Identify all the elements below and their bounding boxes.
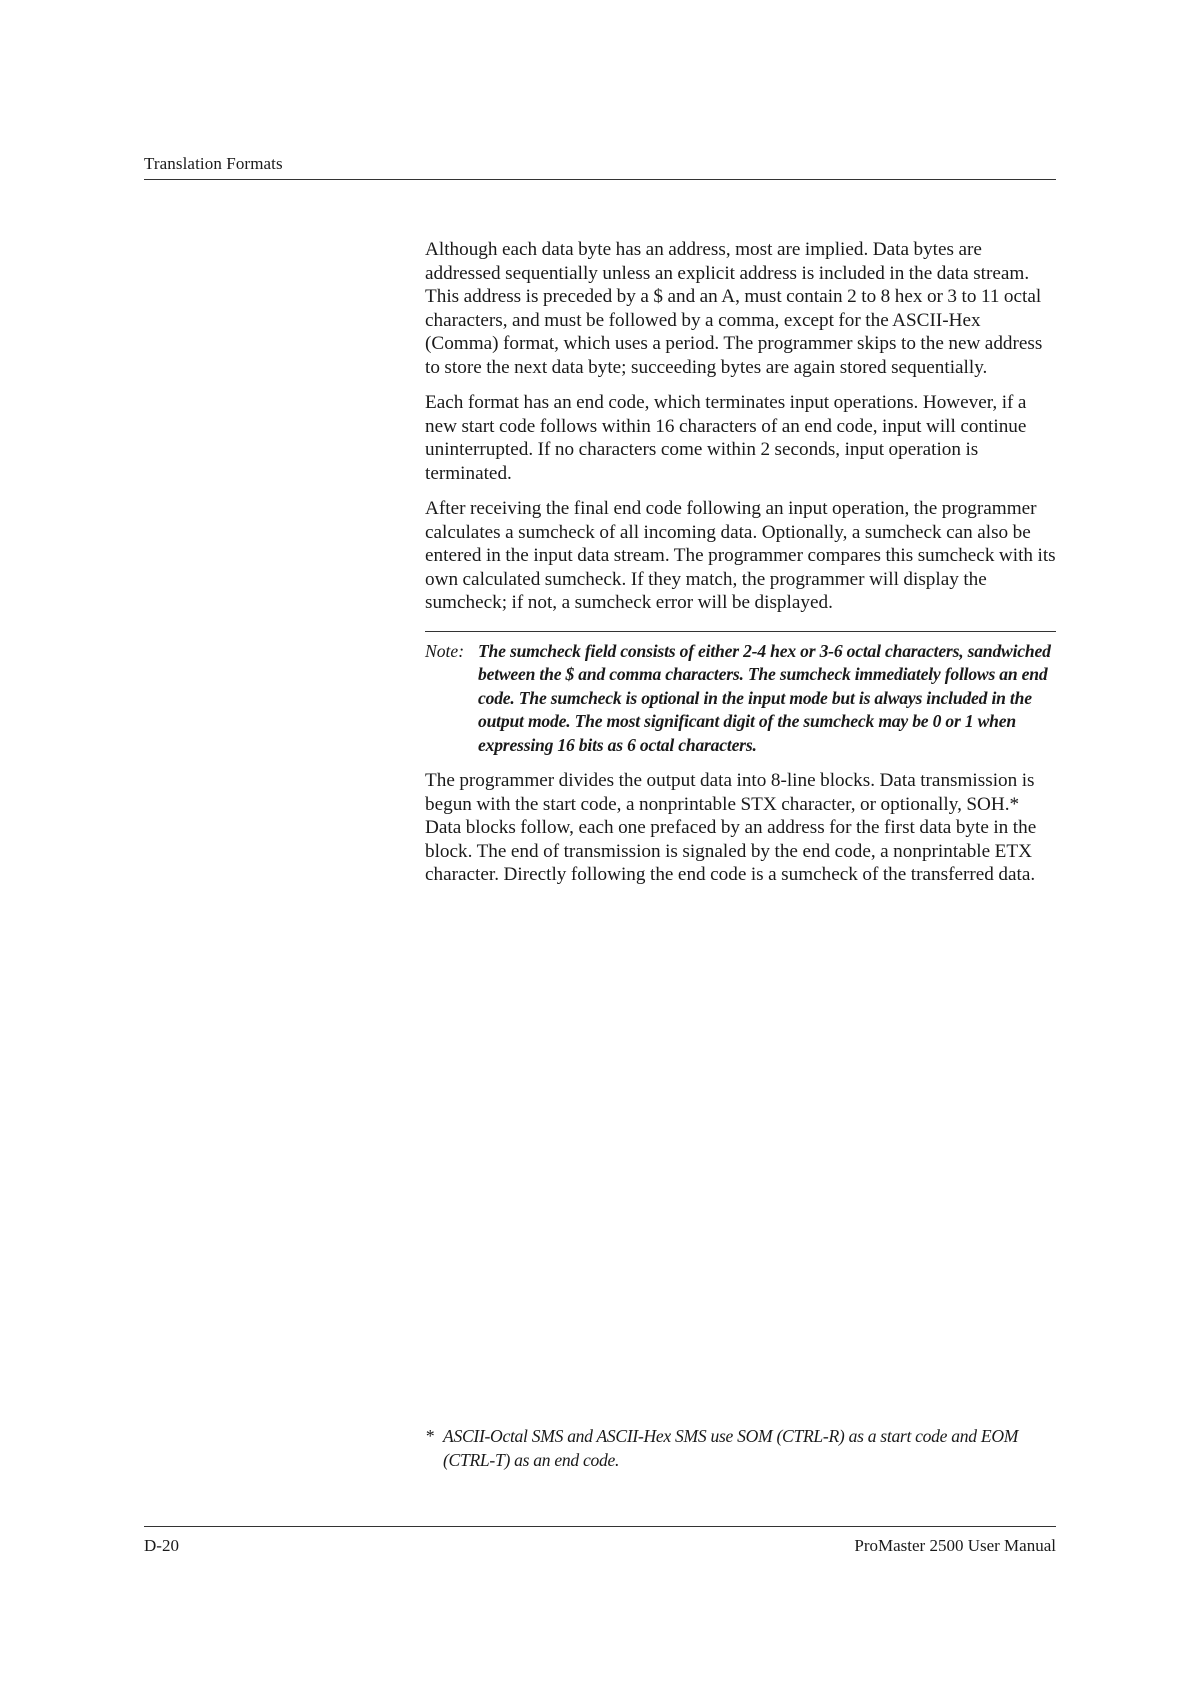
note-rule [425,631,1056,632]
paragraph-addressing: Although each data byte has an address, most are implied. Data bytes are addressed sequentially unless an explicit address is included in the data stream. This address is preceded by a $ and an A, must contain 2 to 8 hex or 3 to 11 octal characters, and must be followed by a comma, except for the ASCII-Hex (Comma) format, which uses a period. The programmer skips to the new address to store the next data byte; succeeding bytes are again stored sequentially. [425,239,1043,378]
running-header-title: Translation Formats [144,154,283,173]
manual-title: ProMaster 2500 User Manual [854,1536,1056,1555]
footer-rule [144,1526,1056,1527]
header-rule [144,179,1056,180]
paragraph-output-blocks: The programmer divides the output data into 8-line blocks. Data transmission is begun with the start code, a nonprintable STX character, or optionally, SOH.* Data blocks follow, each one prefaced by an address for the first data byte in the block. The end of transmission is signaled by the end code, a nonprintable ETX character. Directly following the end code is a sumcheck of the transferred data. [425,770,1037,885]
note-block [425,640,1056,758]
footnote-marker: * [425,1426,434,1446]
footnote [425,1424,1056,1472]
footnote-text: ASCII-Octal SMS and ASCII-Hex SMS use SOM (CTRL-R) as a start code and EOM (CTRL-T) as an end code. [443,1426,1019,1470]
note-text: The sumcheck field consists of either 2-4 hex or 3-6 octal characters, sandwiched between the $ and comma characters. The sumcheck immediately follows an end code. The sumcheck is optional in the input mode but is always included in the output mode. The most significant digit of the sumcheck may be 0 or 1 when expressing 16 bits as 6 octal characters. [478,640,1051,755]
page-number: D-20 [144,1536,179,1555]
paragraph-end-code: Each format has an end code, which terminates input operations. However, if a new start code follows within 16 characters of an end code, input will continue uninterrupted. If no characters come within 2 seconds, input operation is terminated. [425,392,1027,484]
note-label: Note: [425,640,465,661]
body-column [425,238,1056,899]
paragraph-sumcheck: After receiving the final end code following an input operation, the programmer calculates a sumcheck of all incoming data. Optionally, a sumcheck can also be entered in the input data stream. The programmer compares this sumcheck with its own calculated sumcheck. If they match, the programmer will display the sumcheck; if not, a sumcheck error will be displayed. [425,498,1056,613]
